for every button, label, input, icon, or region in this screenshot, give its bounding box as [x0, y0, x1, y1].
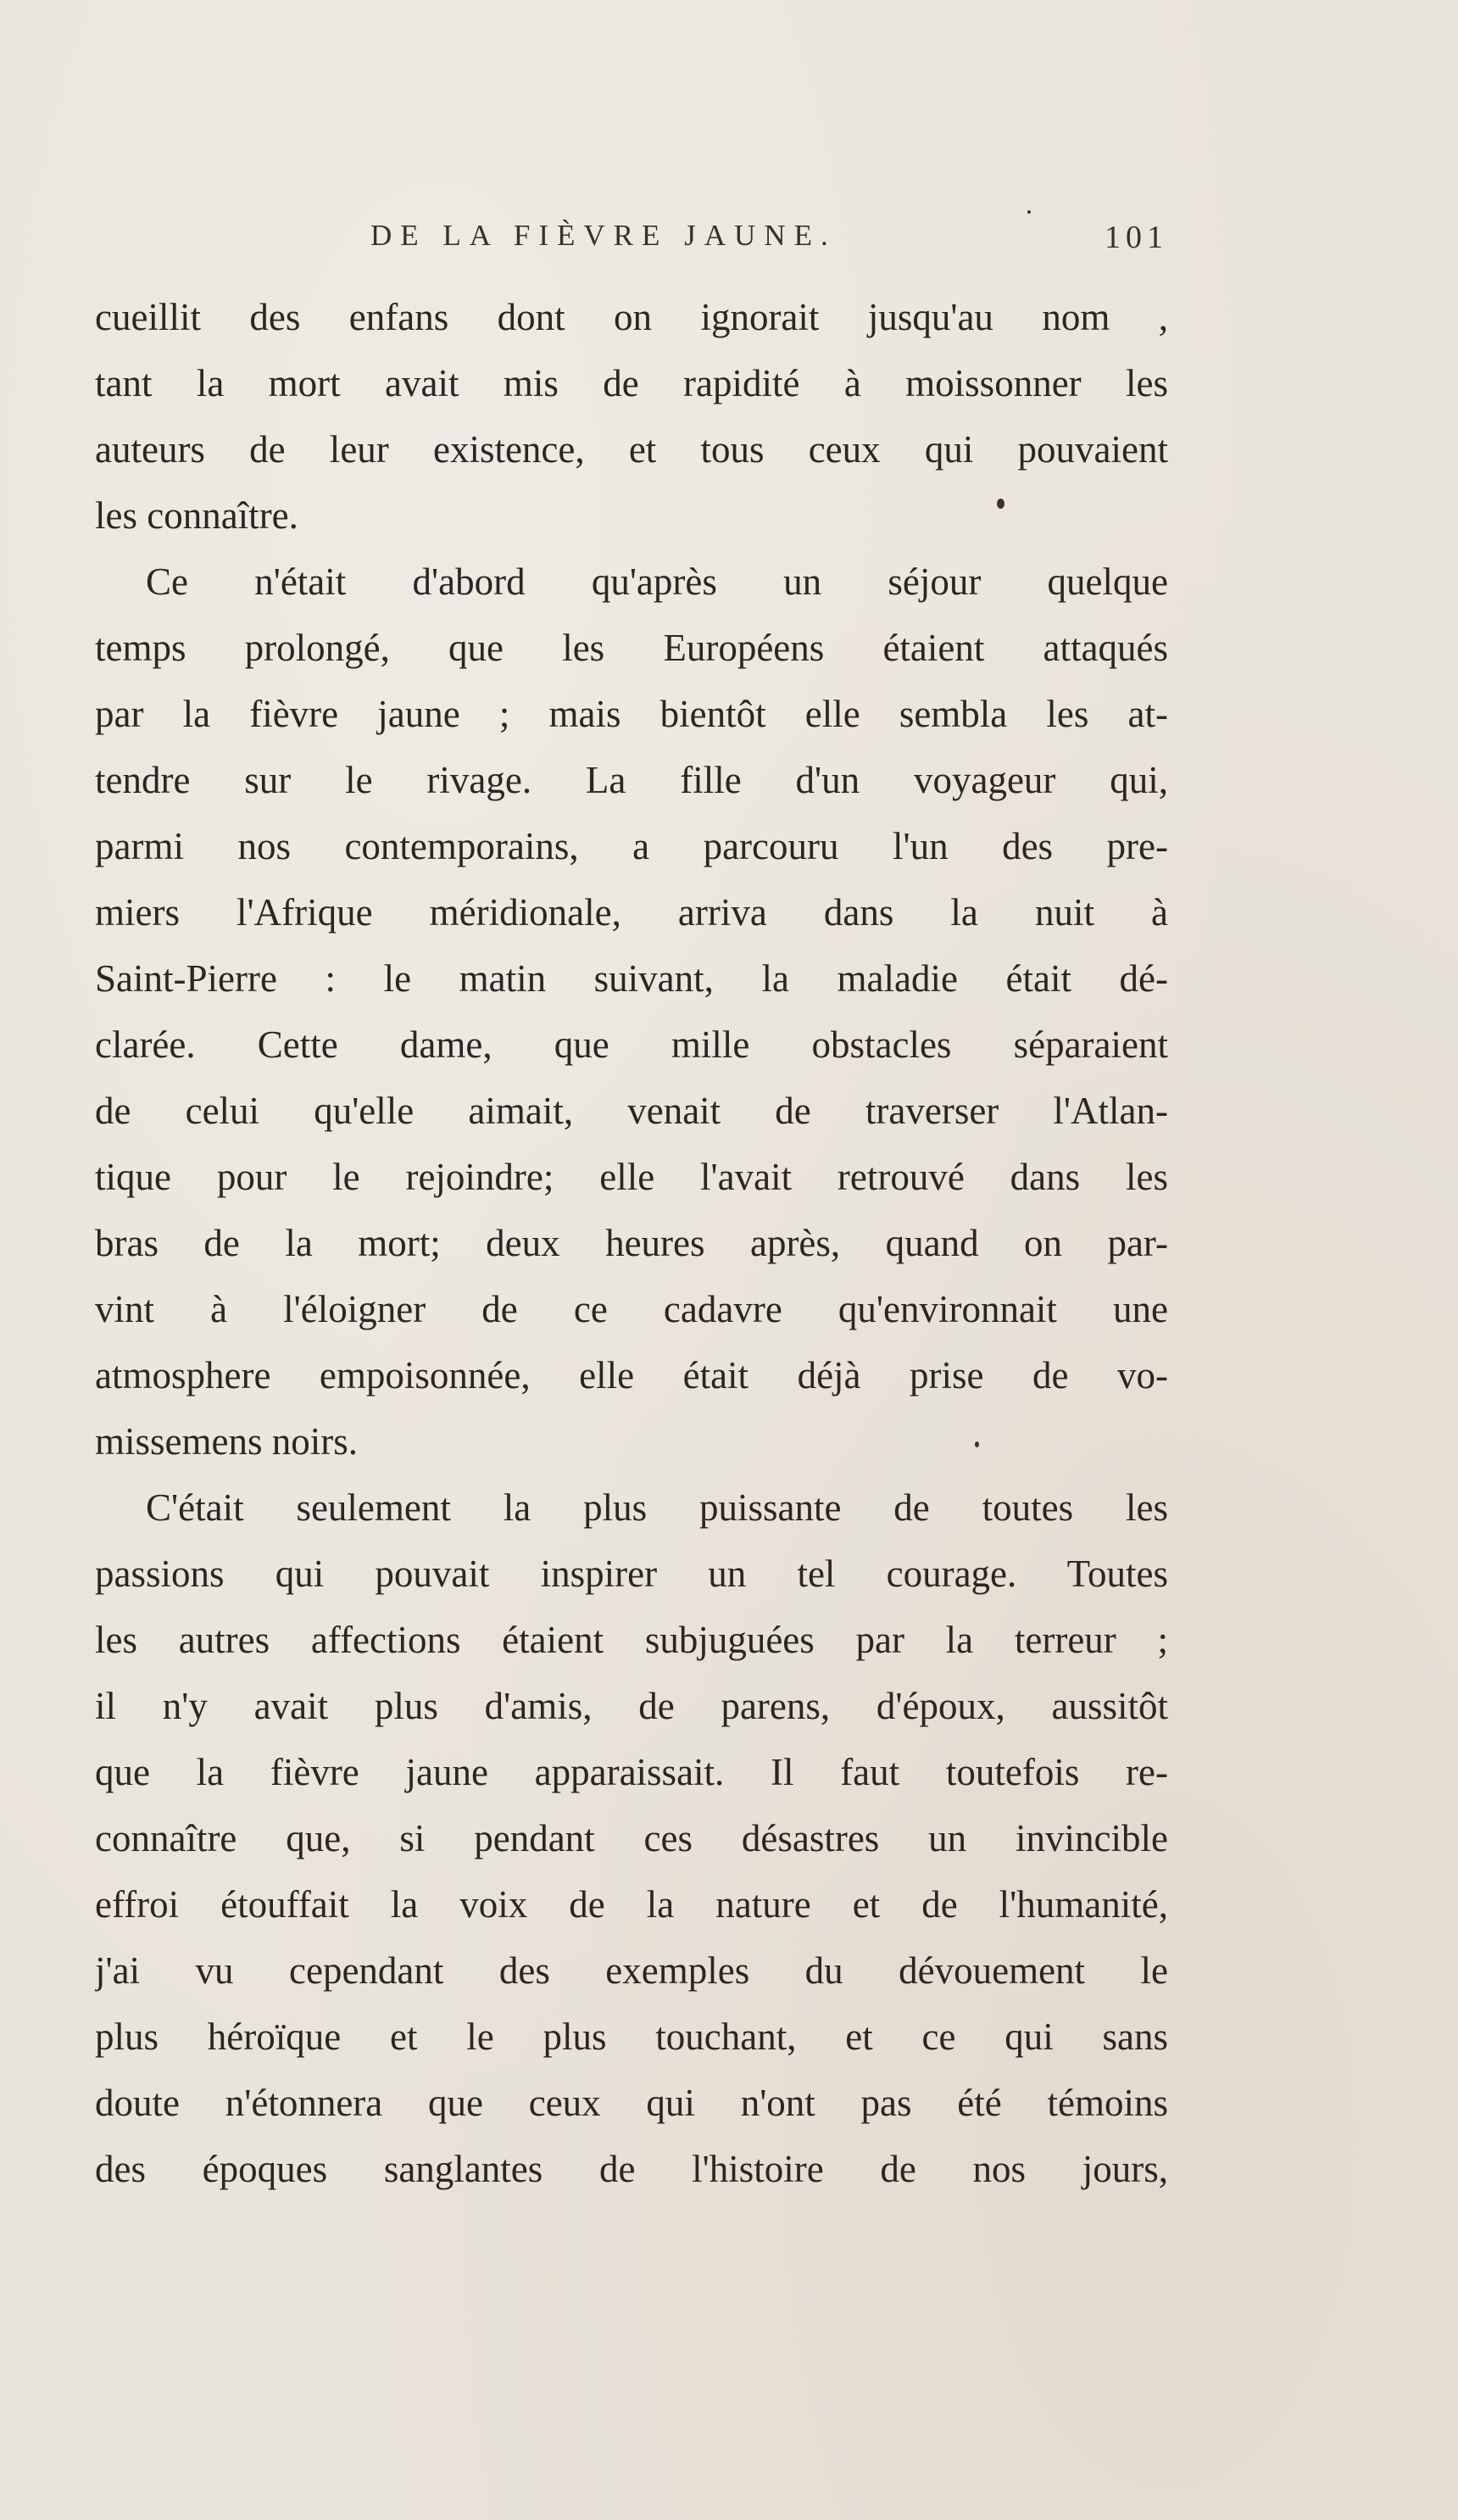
text-line: par la fièvre jaune ; mais bientôt elle sembla les at- [95, 693, 1168, 735]
text-line: de celui qu'elle aimait, venait de traverser l'Atlan- [95, 1090, 1168, 1132]
page-number: 101 [1105, 220, 1168, 255]
text-line: cueillit des enfans dont on ignorait jusqu'au nom , [95, 296, 1168, 338]
text-line: temps prolongé, que les Européens étaient attaqués [95, 627, 1168, 669]
ink-speck [997, 499, 1004, 509]
running-title: DE LA FIÈVRE JAUNE. [370, 219, 837, 252]
text-line: tendre sur le rivage. La fille d'un voyageur qui, [95, 759, 1168, 801]
text-line: Ce n'était d'abord qu'après un séjour quelque [146, 560, 1168, 603]
text-line: doute n'étonnera que ceux qui n'ont pas été témoins [95, 2082, 1168, 2124]
text-line: clarée. Cette dame, que mille obstacles séparaient [95, 1023, 1168, 1066]
text-line: que la fièvre jaune apparaissait. Il faut toutefois re- [95, 1751, 1168, 1793]
text-line: auteurs de leur existence, et tous ceux qui pouvaient [95, 428, 1168, 471]
text-line: atmosphere empoisonnée, elle était déjà prise de vo- [95, 1354, 1168, 1397]
body-text [95, 284, 1168, 2202]
page-header [95, 219, 1168, 265]
ink-speck [975, 1441, 979, 1447]
text-line: j'ai vu cependant des exemples du dévouement le [95, 1949, 1168, 1992]
text-line: missemens noirs. [95, 1420, 358, 1463]
text-line: miers l'Afrique méridionale, arriva dans la nuit à [95, 891, 1168, 934]
text-line: les connaître. [95, 494, 298, 537]
ink-speck [1027, 210, 1031, 214]
text-line: effroi étouffait la voix de la nature et de l'humanité, [95, 1883, 1168, 1926]
text-line: parmi nos contemporains, a parcouru l'un des pre- [95, 825, 1168, 867]
text-line: vint à l'éloigner de ce cadavre qu'environnait une [95, 1288, 1168, 1330]
text-line: il n'y avait plus d'amis, de parens, d'époux, aussitôt [95, 1685, 1168, 1727]
text-line: bras de la mort; deux heures après, quand on par- [95, 1222, 1168, 1264]
text-line: C'était seulement la plus puissante de toutes les [146, 1486, 1168, 1529]
text-line: connaître que, si pendant ces désastres un invincible [95, 1817, 1168, 1859]
text-line: Saint-Pierre : le matin suivant, la maladie était dé- [95, 957, 1168, 1000]
text-line: passions qui pouvait inspirer un tel courage. Toutes [95, 1553, 1168, 1595]
text-line: plus héroïque et le plus touchant, et ce qui sans [95, 2015, 1168, 2058]
text-line: tique pour le rejoindre; elle l'avait retrouvé dans les [95, 1156, 1168, 1198]
text-line: des époques sanglantes de l'histoire de nos jours, [95, 2148, 1168, 2190]
text-line: les autres affections étaient subjuguées par la terreur ; [95, 1619, 1168, 1661]
text-line: tant la mort avait mis de rapidité à moissonner les [95, 362, 1168, 404]
